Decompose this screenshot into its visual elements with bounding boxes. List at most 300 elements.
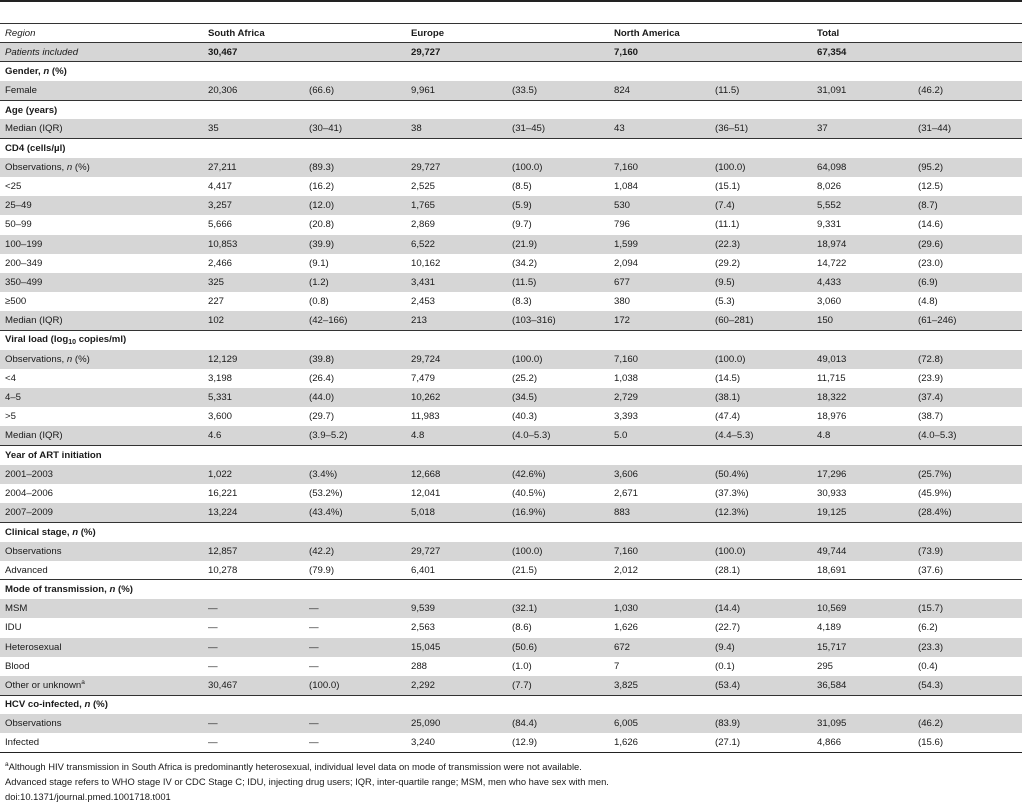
count-cell: 2,094	[614, 257, 639, 269]
count-cell: 4.8	[812, 426, 913, 445]
percent-cell: (100.0)	[710, 542, 812, 561]
count-cell: 29,727	[406, 158, 507, 177]
section-header-row	[0, 695, 1022, 714]
count-cell: 9,539	[406, 599, 507, 618]
count-cell: 18,974	[812, 235, 913, 254]
section-header-row	[0, 580, 1022, 599]
count-cell: 31,091	[812, 81, 913, 100]
row-label	[0, 254, 203, 273]
row-label	[0, 235, 203, 254]
count-cell: —	[203, 714, 304, 733]
column-header: South Africa	[203, 24, 406, 43]
percent-cell: (47.4)	[715, 411, 741, 423]
percent-cell: (7.7)	[507, 676, 609, 695]
count-cell: 10,162	[411, 257, 441, 269]
text-span: 350–499	[5, 277, 43, 289]
count-cell: 325	[203, 273, 304, 292]
count-cell: 4,417	[208, 181, 233, 193]
percent-cell: (8.7)	[913, 196, 1022, 215]
row-label	[0, 292, 203, 311]
percent-cell: (100.0)	[304, 676, 406, 695]
percent-cell: (0.8)	[309, 296, 329, 308]
percent-cell: (3.9–5.2)	[304, 426, 406, 445]
percent-cell: (89.3)	[304, 158, 406, 177]
percent-cell: —	[309, 622, 319, 634]
section-header-row	[0, 100, 1022, 119]
row-label	[0, 81, 203, 100]
count-cell: 10,262	[406, 388, 507, 407]
count-cell: 30,933	[817, 488, 847, 500]
count-cell: 6,522	[406, 235, 507, 254]
percent-cell: (25.2)	[512, 372, 538, 384]
percent-cell: (14.5)	[715, 372, 741, 384]
count-cell: 2,466	[208, 257, 233, 269]
text-span: copies/ml)	[76, 334, 127, 346]
table-row	[0, 426, 1022, 445]
section-title	[0, 522, 1022, 541]
row-label	[0, 733, 203, 752]
text-span: MSM	[5, 603, 28, 615]
percent-cell: (45.9%)	[918, 488, 952, 500]
percent-cell: —	[304, 714, 406, 733]
section-title	[0, 100, 1022, 119]
text-span: Observations,	[5, 353, 67, 365]
percent-cell: (8.5)	[512, 181, 532, 193]
patients-value: 30,467	[203, 43, 406, 62]
section-title	[0, 695, 1022, 714]
count-cell: 11,983	[411, 411, 440, 423]
text-span: 2007–2009	[5, 507, 54, 519]
count-cell: 17,296	[812, 465, 913, 484]
count-cell: 29,724	[406, 350, 507, 369]
table-row	[0, 254, 1022, 273]
count-cell: 35	[203, 119, 304, 138]
count-cell: —	[203, 638, 304, 657]
count-cell: 677	[609, 273, 710, 292]
region-label-cell: Region	[0, 24, 203, 43]
count-cell: 2,563	[411, 622, 436, 634]
table-row	[0, 292, 1022, 311]
percent-cell: (23.9)	[918, 372, 944, 384]
count-cell: 64,098	[812, 158, 913, 177]
column-header: North America	[609, 24, 812, 43]
percent-cell: (4.8)	[918, 296, 938, 308]
doi-text: doi:10.1371/journal.pmed.1001718.t001	[5, 791, 171, 802]
text-span: (%)	[90, 699, 108, 711]
row-label	[0, 561, 203, 580]
table-row	[0, 599, 1022, 618]
table-row	[0, 638, 1022, 657]
count-cell: 14,722	[817, 257, 847, 269]
percent-cell: (100.0)	[507, 158, 609, 177]
percent-cell: (50.4%)	[710, 465, 812, 484]
count-cell: 4,189	[817, 622, 842, 634]
percent-cell: (14.4)	[710, 599, 812, 618]
footnote-a: $^a$Although HIV transmission in South Africa is predominantly heterosexual, individual level data on mode of transmission were not available.	[5, 761, 582, 772]
text-span: (%)	[72, 353, 90, 365]
section-title	[0, 580, 1022, 599]
row-label	[0, 465, 203, 484]
table-row	[0, 177, 1022, 196]
table-row	[0, 350, 1022, 369]
text-span: >5	[5, 411, 16, 423]
count-cell: 5,331	[203, 388, 304, 407]
row-label	[0, 369, 203, 388]
count-cell: 4.8	[406, 426, 507, 445]
percent-cell: (9.7)	[512, 219, 532, 231]
count-cell: 150	[812, 311, 913, 330]
percent-cell: (14.6)	[918, 219, 944, 231]
percent-cell: (42.2)	[304, 542, 406, 561]
percent-cell: (39.8)	[304, 350, 406, 369]
percent-cell: (61–246)	[913, 311, 1022, 330]
text-span: ≥500	[5, 296, 27, 308]
text-span: Year of ART initiation	[5, 449, 102, 461]
percent-cell: (37.6)	[918, 564, 944, 576]
count-cell: 18,322	[812, 388, 913, 407]
percent-cell: (29.7)	[309, 411, 335, 423]
percent-cell: (0.1)	[715, 660, 735, 672]
section-header-row	[0, 522, 1022, 541]
text-span: Median (IQR)	[5, 315, 63, 327]
count-cell: 43	[609, 119, 710, 138]
percent-cell: (29.6)	[913, 235, 1022, 254]
percent-cell: (43.4%)	[304, 503, 406, 522]
row-label	[0, 158, 203, 177]
count-cell: 172	[609, 311, 710, 330]
count-cell: 29,727	[406, 542, 507, 561]
count-cell: 1,599	[609, 235, 710, 254]
row-label	[0, 407, 203, 426]
row-label	[0, 196, 203, 215]
table-row	[0, 676, 1022, 695]
percent-cell: (53.4)	[710, 676, 812, 695]
percent-cell: (33.5)	[507, 81, 609, 100]
text-span: (%)	[72, 161, 90, 173]
percent-cell: (22.3)	[710, 235, 812, 254]
table-row	[0, 484, 1022, 503]
text-span: Observations,	[5, 161, 67, 173]
count-cell: 530	[609, 196, 710, 215]
percent-cell: (5.9)	[507, 196, 609, 215]
row-label	[0, 638, 203, 657]
percent-cell: (34.5)	[507, 388, 609, 407]
section-title	[0, 62, 1022, 81]
percent-cell: (37.4)	[913, 388, 1022, 407]
text-span: Age (years)	[5, 104, 58, 116]
percent-cell: (72.8)	[913, 350, 1022, 369]
text-span: n	[84, 699, 91, 711]
percent-cell: (28.4%)	[913, 503, 1022, 522]
percent-cell: (42.6%)	[507, 465, 609, 484]
table-row	[0, 196, 1022, 215]
count-cell: 213	[406, 311, 507, 330]
count-cell: 38	[406, 119, 507, 138]
text-span: Female	[5, 84, 37, 96]
text-span: Mode of transmission,	[5, 584, 110, 596]
count-cell: 10,853	[203, 235, 304, 254]
row-label	[0, 177, 203, 196]
percent-cell: (34.2)	[512, 257, 538, 269]
row-label	[0, 273, 203, 292]
percent-cell: (15.7)	[913, 599, 1022, 618]
count-cell: 288	[411, 660, 428, 672]
count-cell: 9,331	[817, 219, 842, 231]
count-cell: 796	[614, 219, 631, 231]
count-cell: 15,045	[406, 638, 507, 657]
text-span: (%)	[115, 584, 133, 596]
percent-cell: (83.9)	[710, 714, 812, 733]
row-label	[0, 119, 203, 138]
count-cell: —	[208, 622, 218, 634]
table-row	[0, 388, 1022, 407]
row-label	[0, 714, 203, 733]
percent-cell: (12.5)	[918, 181, 944, 193]
patients-value: 67,354	[812, 43, 1022, 62]
count-cell: 19,125	[812, 503, 913, 522]
count-cell: 3,825	[609, 676, 710, 695]
count-cell: 1,038	[614, 372, 639, 384]
count-cell: 27,211	[203, 158, 304, 177]
percent-cell: (9.5)	[710, 273, 812, 292]
count-cell: 2,012	[614, 564, 639, 576]
percent-cell: (38.1)	[710, 388, 812, 407]
table-row	[0, 561, 1022, 580]
percent-cell: (46.2)	[913, 714, 1022, 733]
percent-cell: (66.6)	[304, 81, 406, 100]
baseline-characteristics-table	[0, 23, 1022, 753]
table-row	[0, 714, 1022, 733]
count-cell: 2,869	[411, 219, 436, 231]
row-label	[0, 503, 203, 522]
row-label	[0, 676, 203, 695]
percent-cell: (40.5%)	[512, 488, 546, 500]
count-cell: 4.6	[203, 426, 304, 445]
percent-cell: (28.1)	[715, 564, 741, 576]
text-span: Other or unknown	[5, 680, 82, 692]
count-cell: —	[203, 599, 304, 618]
row-label	[0, 618, 203, 637]
count-cell: 9,961	[406, 81, 507, 100]
count-cell: 5,018	[406, 503, 507, 522]
percent-cell: —	[304, 599, 406, 618]
percent-cell: (44.0)	[304, 388, 406, 407]
table-row	[0, 81, 1022, 100]
count-cell: 36,584	[812, 676, 913, 695]
header-row	[0, 24, 1022, 43]
percent-cell: (39.9)	[304, 235, 406, 254]
percent-cell: (36–51)	[710, 119, 812, 138]
percent-cell: (12.3%)	[710, 503, 812, 522]
patients-row	[0, 43, 1022, 62]
text-span: 100–199	[5, 238, 43, 250]
table-row	[0, 657, 1022, 676]
text-span: 2004–2006	[5, 488, 54, 500]
count-cell: 12,129	[203, 350, 304, 369]
count-cell: 1,030	[609, 599, 710, 618]
count-cell: 3,060	[817, 296, 842, 308]
percent-cell: (23.3)	[913, 638, 1022, 657]
text-span: Heterosexual	[5, 641, 62, 653]
count-cell: 1,626	[614, 622, 639, 634]
percent-cell: (31–44)	[913, 119, 1022, 138]
text-span: n	[66, 353, 73, 365]
percent-cell: (0.4)	[918, 660, 938, 672]
percent-cell: (84.4)	[507, 714, 609, 733]
count-cell: 4,866	[812, 733, 913, 752]
count-cell: 3,431	[406, 273, 507, 292]
row-label	[0, 657, 203, 676]
section-title	[0, 139, 1022, 158]
table-row	[0, 273, 1022, 292]
percent-cell: (3.4%)	[304, 465, 406, 484]
count-cell: 2,729	[609, 388, 710, 407]
count-cell: 13,224	[203, 503, 304, 522]
percent-cell: (100.0)	[710, 350, 812, 369]
count-cell: 883	[609, 503, 710, 522]
text-span: CD4 (cells/µl)	[5, 142, 66, 154]
table-row	[0, 465, 1022, 484]
text-span: n	[43, 66, 50, 78]
table-row	[0, 311, 1022, 330]
count-cell: 227	[208, 296, 225, 308]
section-title	[0, 446, 1022, 465]
percent-cell: (100.0)	[507, 350, 609, 369]
percent-cell: (4.4–5.3)	[710, 426, 812, 445]
count-cell: 672	[609, 638, 710, 657]
percent-cell: (23.0)	[918, 257, 944, 269]
count-cell: 18,976	[817, 411, 847, 423]
percent-cell: (100.0)	[507, 542, 609, 561]
count-cell: 31,095	[812, 714, 913, 733]
text-span: Infected	[5, 737, 40, 749]
text-span: Blood	[5, 660, 30, 672]
percent-cell: —	[304, 638, 406, 657]
count-cell: 3,600	[208, 411, 233, 423]
count-cell: 7,160	[609, 158, 710, 177]
count-cell: 12,668	[406, 465, 507, 484]
count-cell: 20,306	[203, 81, 304, 100]
row-label	[0, 311, 203, 330]
count-cell: 3,257	[203, 196, 304, 215]
table-row	[0, 158, 1022, 177]
count-cell: 18,691	[817, 564, 847, 576]
table-row	[0, 503, 1022, 522]
section-title	[0, 331, 1022, 350]
count-cell: 1,084	[614, 181, 639, 193]
count-cell: 295	[817, 660, 834, 672]
count-cell: 2,671	[614, 488, 639, 500]
percent-cell: (5.3)	[715, 296, 735, 308]
text-span: <4	[5, 372, 16, 384]
count-cell: 5,552	[812, 196, 913, 215]
patients-value: 7,160	[609, 43, 812, 62]
text-span: a	[81, 679, 85, 687]
count-cell: 49,013	[812, 350, 913, 369]
text-span: 2001–2003	[5, 468, 54, 480]
row-label	[0, 542, 203, 561]
percent-cell: (42–166)	[304, 311, 406, 330]
count-cell: 8,026	[817, 181, 842, 193]
count-cell: 7	[614, 660, 620, 672]
table-footnotes	[5, 757, 1015, 804]
text-span: Median (IQR)	[5, 123, 63, 135]
section-header-row	[0, 446, 1022, 465]
percent-cell: (1.2)	[304, 273, 406, 292]
percent-cell: —	[304, 733, 406, 752]
percent-cell: (7.4)	[710, 196, 812, 215]
text-span: IDU	[5, 622, 22, 634]
percent-cell: (26.4)	[309, 372, 335, 384]
count-cell: 15,717	[812, 638, 913, 657]
count-cell: 6,401	[411, 564, 436, 576]
percent-cell: (22.7)	[715, 622, 741, 634]
text-span: HCV co-infected,	[5, 699, 85, 711]
percent-cell: (1.0)	[512, 660, 532, 672]
count-cell: 3,606	[609, 465, 710, 484]
percent-cell: (9.4)	[710, 638, 812, 657]
text-span: (%)	[78, 526, 96, 538]
text-span: 4–5	[5, 392, 22, 404]
percent-cell: (11.1)	[715, 219, 740, 231]
percent-cell: (25.7%)	[913, 465, 1022, 484]
row-label	[0, 388, 203, 407]
percent-cell: (12.9)	[507, 733, 609, 752]
percent-cell: (37.3%)	[715, 488, 749, 500]
text-span: 25–49	[5, 200, 32, 212]
percent-cell: (31–45)	[507, 119, 609, 138]
table-row	[0, 407, 1022, 426]
text-span: Clinical stage,	[5, 526, 73, 538]
count-cell: 16,221	[208, 488, 238, 500]
count-cell: 102	[203, 311, 304, 330]
count-cell: 12,041	[411, 488, 441, 500]
text-span: <25	[5, 181, 22, 193]
percent-cell: (8.3)	[512, 296, 532, 308]
percent-cell: (38.7)	[918, 411, 944, 423]
percent-cell: (40.3)	[512, 411, 538, 423]
percent-cell: (103–316)	[507, 311, 609, 330]
count-cell: 1,022	[203, 465, 304, 484]
percent-cell: (16.9%)	[507, 503, 609, 522]
percent-cell: (9.1)	[309, 257, 329, 269]
table-row	[0, 733, 1022, 752]
text-span: 10	[68, 339, 77, 347]
count-cell: 10,278	[208, 564, 238, 576]
patients-value: 29,727	[406, 43, 609, 62]
percent-cell: (15.1)	[715, 181, 741, 193]
text-span: 50–99	[5, 219, 32, 231]
count-cell: 2,453	[411, 296, 436, 308]
percent-cell: (46.2)	[913, 81, 1022, 100]
count-cell: 3,393	[614, 411, 639, 423]
count-cell: 37	[812, 119, 913, 138]
footnote-abbreviations: Advanced stage refers to WHO stage IV or CDC Stage C; IDU, injecting drug users; IQR, inter-quartile range; MSM, men who have sex with men.	[5, 776, 609, 787]
text-span: Advanced	[5, 564, 48, 576]
count-cell: 5,666	[208, 219, 233, 231]
row-label	[0, 426, 203, 445]
count-cell: 380	[614, 296, 631, 308]
percent-cell: (73.9)	[913, 542, 1022, 561]
count-cell: 3,198	[208, 372, 233, 384]
percent-cell: (21.9)	[507, 235, 609, 254]
column-header: Europe	[406, 24, 609, 43]
top-rule	[0, 0, 1022, 2]
percent-cell: (4.0–5.3)	[913, 426, 1022, 445]
percent-cell: (79.9)	[309, 564, 335, 576]
section-header-row	[0, 139, 1022, 158]
table-row	[0, 542, 1022, 561]
